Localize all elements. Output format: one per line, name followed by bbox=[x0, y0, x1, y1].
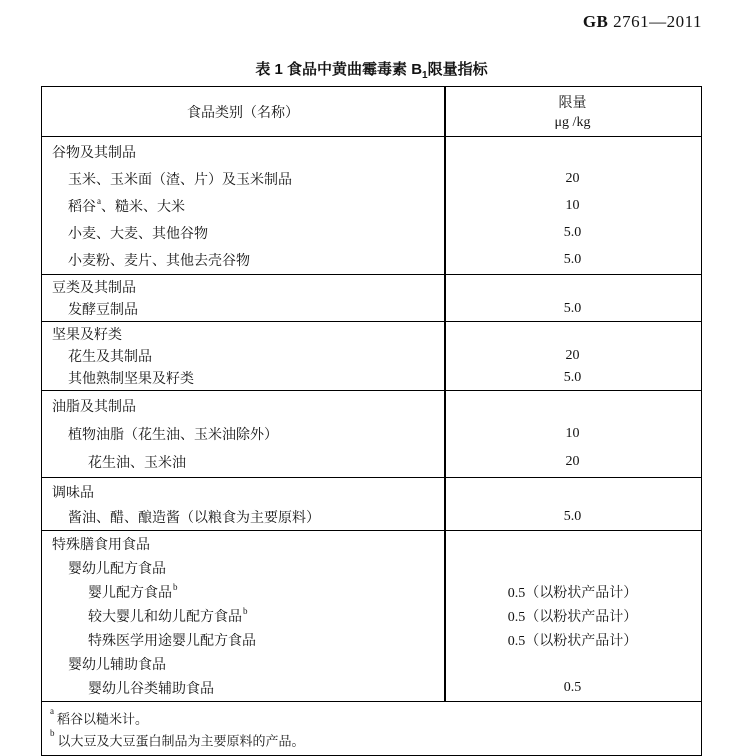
table-title: 表 1 食品中黄曲霉毒素 $B_1$限量指标 bbox=[255, 61, 488, 81]
section-oils bbox=[42, 391, 701, 478]
category-row bbox=[42, 532, 701, 556]
category-row bbox=[42, 276, 701, 298]
item-row bbox=[42, 298, 701, 320]
limit-value: 20 bbox=[565, 454, 580, 469]
food-name: 调味品 bbox=[52, 485, 94, 501]
item-row bbox=[42, 192, 701, 219]
item-row bbox=[42, 165, 701, 192]
food-name: 婴幼儿配方食品 bbox=[68, 562, 166, 577]
footnote-a bbox=[50, 706, 701, 728]
limit-value: 0.5（以粉状产品计） bbox=[507, 586, 638, 601]
limit-value: 0.5（以粉状产品计） bbox=[507, 634, 638, 649]
food-name: 花生油、玉米油 bbox=[88, 456, 186, 471]
food-name: 小麦、大麦、其他谷物 bbox=[68, 226, 208, 242]
section-beans bbox=[42, 275, 701, 322]
food-name: 玉米、玉米面（渣、片）及玉米制品 bbox=[68, 172, 292, 188]
limit-value: 5.0 bbox=[563, 251, 582, 267]
food-name: 发酵豆制品 bbox=[68, 303, 138, 318]
footnote-b bbox=[50, 728, 701, 750]
food-name: 花生及其制品 bbox=[68, 350, 152, 365]
doc-number-rest: 2761—2011 bbox=[608, 12, 702, 31]
item-row bbox=[42, 604, 701, 628]
limits-table bbox=[41, 86, 702, 756]
category-row bbox=[42, 138, 701, 165]
limit-value: 5.0 bbox=[563, 508, 582, 524]
food-name: 较大婴儿和幼儿配方食品$^b$ bbox=[88, 606, 248, 625]
item-row bbox=[42, 219, 701, 246]
footnote-ref-a: a bbox=[97, 195, 101, 206]
limit-value: 0.5（以粉状产品计） bbox=[507, 610, 638, 625]
table-footnotes bbox=[42, 702, 701, 755]
category-row bbox=[42, 323, 701, 345]
food-name: 婴儿配方食品$^b$ bbox=[88, 582, 178, 601]
limit-value: 0.5 bbox=[563, 680, 582, 695]
food-name: 植物油脂（花生油、玉米油除外） bbox=[68, 428, 278, 443]
item-row bbox=[42, 504, 701, 529]
item-row bbox=[42, 420, 701, 448]
food-name: 油脂及其制品 bbox=[52, 400, 136, 415]
food-name: 酱油、醋、酿造酱（以粮食为主要原料） bbox=[68, 510, 320, 526]
food-name: 特殊医学用途婴儿配方食品 bbox=[88, 634, 256, 649]
footnote-b-marker: b bbox=[50, 728, 55, 739]
subcategory-row bbox=[42, 556, 701, 580]
limit-value: 5.0 bbox=[563, 370, 582, 385]
food-name: 坚果及籽类 bbox=[52, 328, 122, 343]
limit-value: 20 bbox=[565, 348, 580, 363]
limit-value: 5.0 bbox=[563, 224, 582, 240]
category-row bbox=[42, 479, 701, 504]
item-row bbox=[42, 367, 701, 389]
footnote-ref-b: b bbox=[243, 606, 248, 617]
limit-value: 10 bbox=[565, 426, 580, 441]
item-row bbox=[42, 676, 701, 700]
limit-value: 20 bbox=[565, 170, 580, 186]
item-row bbox=[42, 448, 701, 476]
food-name: 特殊膳食用食品 bbox=[52, 538, 150, 553]
section-grains bbox=[42, 137, 701, 275]
subscript-1: 1 bbox=[422, 70, 428, 81]
section-special-dietary bbox=[42, 531, 701, 702]
food-name: 婴幼儿辅助食品 bbox=[68, 658, 166, 673]
doc-number-gb: GB bbox=[582, 12, 609, 31]
item-row bbox=[42, 628, 701, 652]
food-name: 小麦粉、麦片、其他去壳谷物 bbox=[68, 253, 250, 269]
food-name: 稻谷$^a$、糙米、大米 bbox=[68, 195, 185, 215]
column-header-food-category: 食品类别（名称） bbox=[187, 105, 299, 121]
limit-label: 限量 bbox=[558, 96, 587, 111]
food-name: 豆类及其制品 bbox=[52, 281, 136, 296]
footnote-a-text: 稻谷以糙米计。 bbox=[57, 711, 149, 727]
food-name: 谷物及其制品 bbox=[52, 145, 136, 161]
footnote-b-text: 以大豆及大豆蛋白制品为主要原料的产品。 bbox=[57, 733, 305, 749]
section-condiments bbox=[42, 478, 701, 531]
subcategory-row bbox=[42, 652, 701, 676]
limit-value: 10 bbox=[565, 197, 580, 213]
limit-unit: μg /kg bbox=[554, 115, 591, 130]
table-header-row bbox=[42, 87, 701, 137]
limit-value: 5.0 bbox=[563, 301, 582, 316]
item-row bbox=[42, 345, 701, 367]
food-name: 其他熟制坚果及籽类 bbox=[68, 372, 194, 387]
column-header-limit bbox=[444, 87, 701, 136]
item-row bbox=[42, 580, 701, 604]
item-row bbox=[42, 246, 701, 273]
doc-number bbox=[583, 12, 702, 32]
footnote-ref-b: b bbox=[173, 582, 178, 593]
food-name: 婴幼儿谷类辅助食品 bbox=[88, 682, 214, 697]
category-row bbox=[42, 392, 701, 420]
section-nuts bbox=[42, 322, 701, 391]
footnote-a-marker: a bbox=[50, 706, 54, 716]
